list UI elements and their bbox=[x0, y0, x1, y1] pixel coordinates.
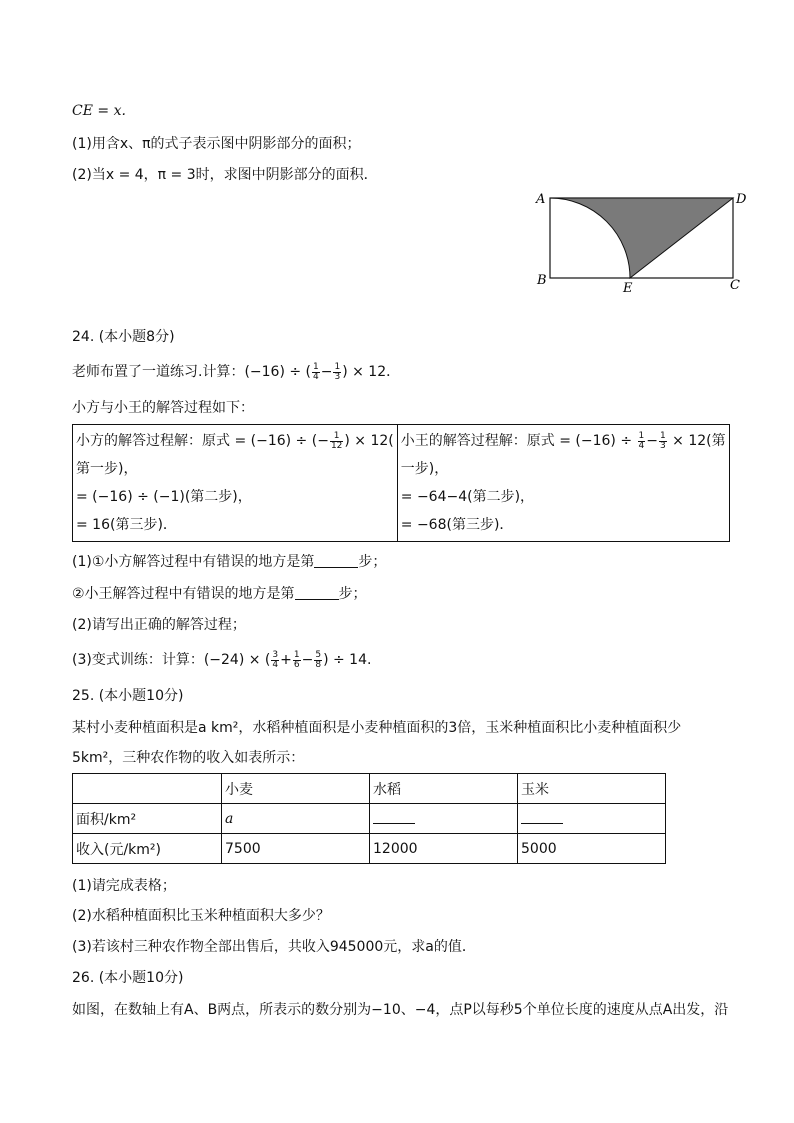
q24-sub1b: ②小王解答过程中有错误的地方是第 步； bbox=[72, 586, 367, 602]
q24-sub3: (3)变式训练：计算：(−24) × ( $\frac{3}{4}$ + $\frac{1}{6}$ − $\frac{5}{8}$ ) ÷ 14. bbox=[72, 649, 372, 670]
q25-paragraph-1: 某村小麦种植面积是a km²，水稻种植面积是小麦种植面积的3倍，玉米种植面积比小麦种植面积少 bbox=[72, 720, 682, 736]
fang-solution: 小方的解答过程解：原式 = (−16) ÷ (− $\frac{1}{12}$ ) × 12( 第一步)， = (−16) ÷ (−1)(第二步)， = 16(第三步)． bbox=[73, 425, 398, 542]
table-cell: 面积/km² bbox=[73, 804, 222, 834]
label-a: A bbox=[536, 192, 546, 207]
q26-paragraph: 如图，在数轴上有A、B两点，所表示的数分别为−10、−4，点P以每秒5个单位长度的速度从点A出发，沿 bbox=[72, 1002, 729, 1018]
table-cell: 12000 bbox=[370, 834, 518, 864]
table-cell: 水稻 bbox=[370, 774, 518, 804]
fraction: $\frac{3}{4}$ bbox=[272, 649, 279, 670]
ce-line: CE = x. bbox=[72, 103, 126, 119]
label-b: B bbox=[537, 273, 547, 288]
q24-sub2: (2)请写出正确的解答过程； bbox=[72, 617, 246, 633]
table-cell: 小麦 bbox=[222, 774, 370, 804]
fraction: $\frac{1}{4}$ bbox=[313, 361, 319, 382]
answer-blank[interactable] bbox=[295, 585, 339, 600]
answer-blank[interactable] bbox=[314, 553, 358, 568]
crop-table bbox=[72, 773, 666, 864]
table-cell: 收入(元/km²) bbox=[73, 834, 222, 864]
geometry-figure bbox=[530, 188, 750, 298]
fraction: $\frac{5}{8}$ bbox=[315, 649, 322, 670]
shaded-region bbox=[550, 198, 733, 278]
table-row bbox=[73, 804, 666, 834]
solutions-table bbox=[72, 424, 730, 542]
table-row bbox=[73, 834, 666, 864]
fraction: $\frac{1}{6}$ bbox=[293, 649, 300, 670]
q25-sub3: (3)若该村三种农作物全部出售后，共收入945000元，求a的值． bbox=[72, 939, 476, 955]
answer-blank bbox=[521, 809, 563, 824]
q26-header: 26. (本小题10分) bbox=[72, 970, 184, 986]
label-d: D bbox=[736, 192, 747, 207]
label-e: E bbox=[623, 281, 633, 296]
fraction: $\frac{1}{12}$ bbox=[330, 430, 343, 451]
table-cell[interactable] bbox=[370, 804, 518, 834]
q24-intro: 老师布置了一道练习.计算：(−16) ÷ ( $\frac{1}{4}$ − $\frac{1}{3}$ ) × 12． bbox=[72, 361, 401, 382]
table-cell: 5000 bbox=[518, 834, 666, 864]
table-cell: 玉米 bbox=[518, 774, 666, 804]
q25-paragraph-2: 5km²，三种农作物的收入如表所示： bbox=[72, 750, 305, 766]
question-part-1: (1)用含x、π的式子表示图中阴影部分的面积； bbox=[72, 136, 361, 152]
table-cell: a bbox=[222, 804, 370, 834]
table-cell: 7500 bbox=[222, 834, 370, 864]
fraction: $\frac{1}{4}$ bbox=[638, 430, 645, 451]
q24-sub1a: (1)①小方解答过程中有错误的地方是第 步； bbox=[72, 554, 387, 570]
question-part-2: (2)当x = 4，π = 3时，求图中阴影部分的面积． bbox=[72, 167, 378, 183]
q25-header: 25. (本小题10分) bbox=[72, 688, 184, 704]
label-c: C bbox=[730, 278, 740, 293]
table-cell[interactable] bbox=[518, 804, 666, 834]
fraction: $\frac{1}{3}$ bbox=[334, 361, 341, 382]
table-cell bbox=[73, 774, 222, 804]
wang-solution: 小王的解答过程解：原式 = (−16) ÷ $\frac{1}{4}$ − $\frac{1}{3}$ × 12(第 一步)， = −64−4(第二步)， = −68(第三步)． bbox=[397, 425, 729, 542]
q24-header: 24. (本小题8分) bbox=[72, 329, 175, 345]
table-row bbox=[73, 774, 666, 804]
answer-blank bbox=[373, 809, 415, 824]
q25-sub2: (2)水稻种植面积比玉米种植面积大多少？ bbox=[72, 908, 330, 924]
q25-sub1: (1)请完成表格； bbox=[72, 878, 176, 894]
fraction: $\frac{1}{3}$ bbox=[659, 430, 666, 451]
q24-compare-intro: 小方与小王的解答过程如下： bbox=[72, 400, 254, 416]
